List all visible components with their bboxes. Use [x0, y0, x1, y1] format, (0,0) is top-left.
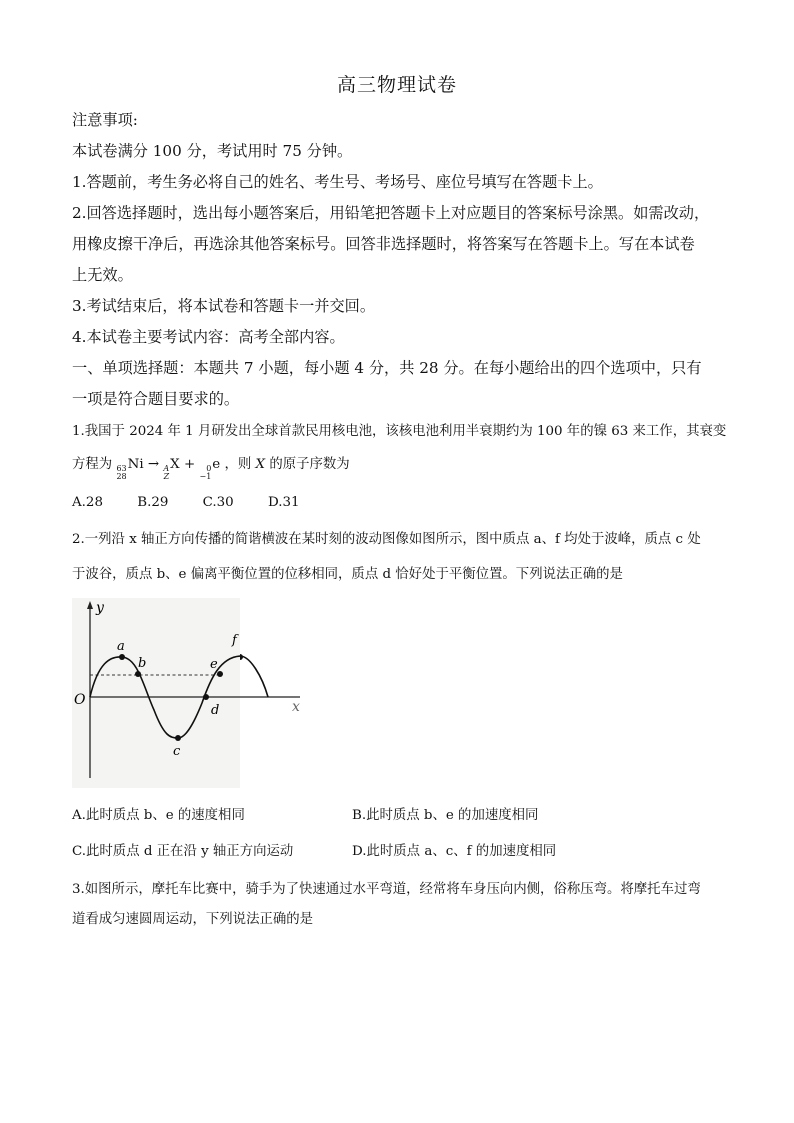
- option-a[interactable]: A.28: [72, 495, 103, 510]
- section-heading: 一、单项选择题：本题共 7 小题，每小题 4 分，共 28 分。在每小题给出的四个选项中，只有: [72, 359, 702, 377]
- wave-figure-extension: [240, 598, 320, 728]
- option-b[interactable]: B.29: [137, 495, 169, 510]
- figure-background: [72, 598, 240, 788]
- point-c-label: c: [173, 744, 181, 759]
- question-2-text: 2.一列沿 x 轴正方向传播的简谐横波在某时刻的波动图像如图所示，图中质点 a、f 均处于波峰，质点 c 处: [72, 532, 701, 547]
- option-c[interactable]: C.此时质点 d 正在沿 y 轴正方向运动: [72, 844, 294, 859]
- origin-label: O: [74, 692, 86, 708]
- point-f: [240, 654, 243, 660]
- question-3-text: 道看成匀速圆周运动，下列说法正确的是: [72, 912, 314, 927]
- question-1-options: [72, 493, 330, 513]
- wave-figure: [72, 598, 240, 788]
- question-1-text: 1.我国于 2024 年 1 月研发出全球首款民用核电池，该核电池利用半衰期约为 100 年的镍 63 来工作，其衰变: [72, 424, 727, 439]
- point-c: [175, 735, 181, 741]
- notes-line: 本试卷满分 100 分，考试用时 75 分钟。: [72, 142, 353, 160]
- notes-line: 2.回答选择题时，选出每小题答案后，用铅笔把答题卡上对应题目的答案标号涂黑。如需改动，: [72, 204, 710, 222]
- point-d-label: d: [211, 703, 220, 718]
- question-1-equation: 方程为 63 28 Ni → A Z X + 0 −1 e ，则 X 的原子序数为: [72, 457, 350, 481]
- notes-line: 1.答题前，考生务必将自己的姓名、考生号、考场号、座位号填写在答题卡上。: [72, 173, 603, 191]
- option-d[interactable]: D.此时质点 a、c、f 的加速度相同: [352, 844, 557, 859]
- nuclide-ni: 63 28 Ni: [116, 457, 144, 481]
- notes-line: 上无效。: [72, 266, 133, 284]
- x-axis-label: x: [292, 699, 300, 715]
- wave-curve-tail: [240, 656, 268, 697]
- point-a-label: a: [117, 639, 125, 654]
- notes-heading: 注意事项:: [72, 111, 138, 129]
- point-b-label: b: [138, 656, 147, 671]
- page-title: 高三物理试卷: [336, 74, 457, 96]
- question-2-text: 于波谷，质点 b、e 偏离平衡位置的位移相同，质点 d 恰好处于平衡位置。下列说法正确的是: [72, 567, 623, 582]
- point-b: [135, 671, 141, 677]
- notes-line: 用橡皮擦干净后，再选涂其他答案标号。回答非选择题时，将答案写在答题卡上。写在本试卷: [72, 235, 695, 253]
- notes-line: 3.考试结束后，将本试卷和答题卡一并交回。: [72, 297, 376, 315]
- point-f-label: f: [232, 633, 237, 648]
- option-b[interactable]: B.此时质点 b、e 的加速度相同: [352, 808, 539, 823]
- nuclide-x: A Z X: [163, 457, 180, 481]
- option-d[interactable]: D.31: [267, 495, 300, 510]
- point-e-label: e: [210, 657, 218, 672]
- point-e: [217, 671, 223, 677]
- point-a: [119, 654, 125, 660]
- option-c[interactable]: C.30: [202, 495, 234, 510]
- y-axis-label: y: [96, 600, 104, 616]
- notes-line: 4.本试卷主要考试内容：高考全部内容。: [72, 328, 345, 346]
- point-d: [203, 694, 209, 700]
- nuclide-electron: 0 −1 e: [199, 457, 221, 481]
- section-heading: 一项是符合题目要求的。: [72, 390, 240, 408]
- option-a[interactable]: A.此时质点 b、e 的速度相同: [72, 808, 245, 823]
- question-3-text: 3.如图所示，摩托车比赛中，骑手为了快速通过水平弯道，经常将车身压向内侧，俗称压弯。将摩托车过弯: [72, 882, 701, 897]
